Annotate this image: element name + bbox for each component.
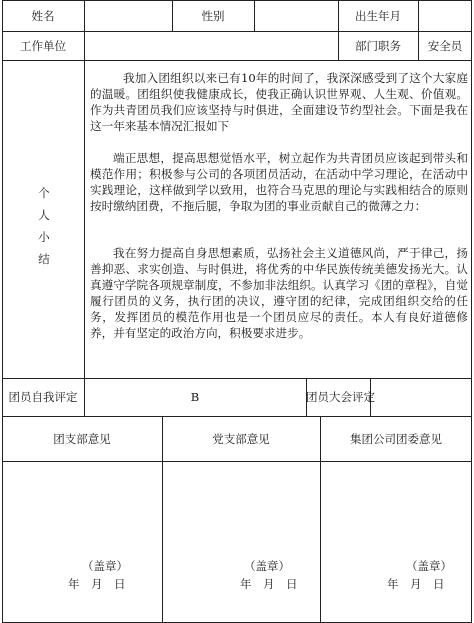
- assembly-evaluation-label: 团员大会评定: [306, 390, 375, 404]
- row-divider: [2, 60, 472, 61]
- gender-label: 性别: [201, 9, 225, 23]
- date-placeholder: 年 月 日: [68, 577, 126, 591]
- seal-placeholder: （盖章）: [406, 559, 452, 573]
- row-divider: [2, 416, 472, 417]
- summary-paragraph: 我加入团组织以来已有10年的时间了，我深深感受到了这个大家庭的温暖。团组织使我健康成长，使我正确认识世界观、人生观、价值观。作为共青团员我们应该坚持与时俱进，全面建设节约型社会。下面是我在这一年来基本情况汇报如下: [90, 71, 468, 133]
- row-divider: [2, 31, 472, 32]
- party-branch-opinion-label: 党支部意见: [212, 432, 270, 446]
- col-divider: [254, 0, 255, 31]
- col-divider: [84, 31, 85, 60]
- row-divider: [2, 461, 472, 462]
- col-divider: [84, 60, 85, 378]
- summary-paragraph: 我在努力提高自身思想素质，弘扬社会主义道德风尚，严于律己，扬善抑恶、求实创造、与时俱进，将优秀的中华民族传统美德发扬光大。认真遵守学院各项规章制度，不参加非法组织。认真学习《团的章程》，自觉履行团员的义务，执行团的决议，遵守团的纪律，完成团组织交给的任务，发挥团员的模范作用也是一个团员应尽的责任。本人有良好道德修养，并有坚定的政治方向，积极要求进步。: [90, 246, 468, 340]
- self-evaluation-value: B: [190, 390, 200, 404]
- col-divider: [84, 0, 85, 31]
- birth-label: 出生年月: [355, 9, 401, 23]
- summary-label-char: 个: [38, 186, 50, 200]
- name-label: 姓名: [31, 9, 55, 23]
- seal-placeholder: （盖章）: [244, 559, 290, 573]
- summary-label-char: 结: [38, 252, 50, 266]
- group-committee-opinion-label: 集团公司团委意见: [350, 432, 442, 446]
- dept-position-label: 部门职务: [355, 39, 401, 53]
- summary-label-char: 小: [38, 230, 50, 244]
- personal-summary-label: [36, 182, 52, 270]
- summary-paragraph: 端正思想，提高思想觉悟水平，树立起作为共青团员应该起到带头和模范作用；积极参与公司的各项团员活动，在活动中学习理论，在活动中实践理论，这样做到学以致用，也符合马克思的理论与实践相结合的原则按时缴纳团费，不拖后腿，争取为团的事业贡献自己的微薄之力：: [90, 151, 468, 213]
- work-unit-label: 工作单位: [20, 39, 66, 53]
- date-placeholder: 年 月 日: [387, 577, 445, 591]
- position-value: 安全员: [427, 39, 463, 53]
- col-divider: [162, 416, 163, 623]
- col-divider: [320, 416, 321, 623]
- summary-label-char: 人: [38, 208, 50, 222]
- self-evaluation-label: 团员自我评定: [8, 390, 78, 404]
- col-divider: [418, 0, 419, 31]
- row-divider: [2, 378, 472, 379]
- seal-placeholder: （盖章）: [82, 559, 128, 573]
- date-placeholder: 年 月 日: [240, 577, 298, 591]
- league-branch-opinion-label: 团支部意见: [53, 432, 111, 446]
